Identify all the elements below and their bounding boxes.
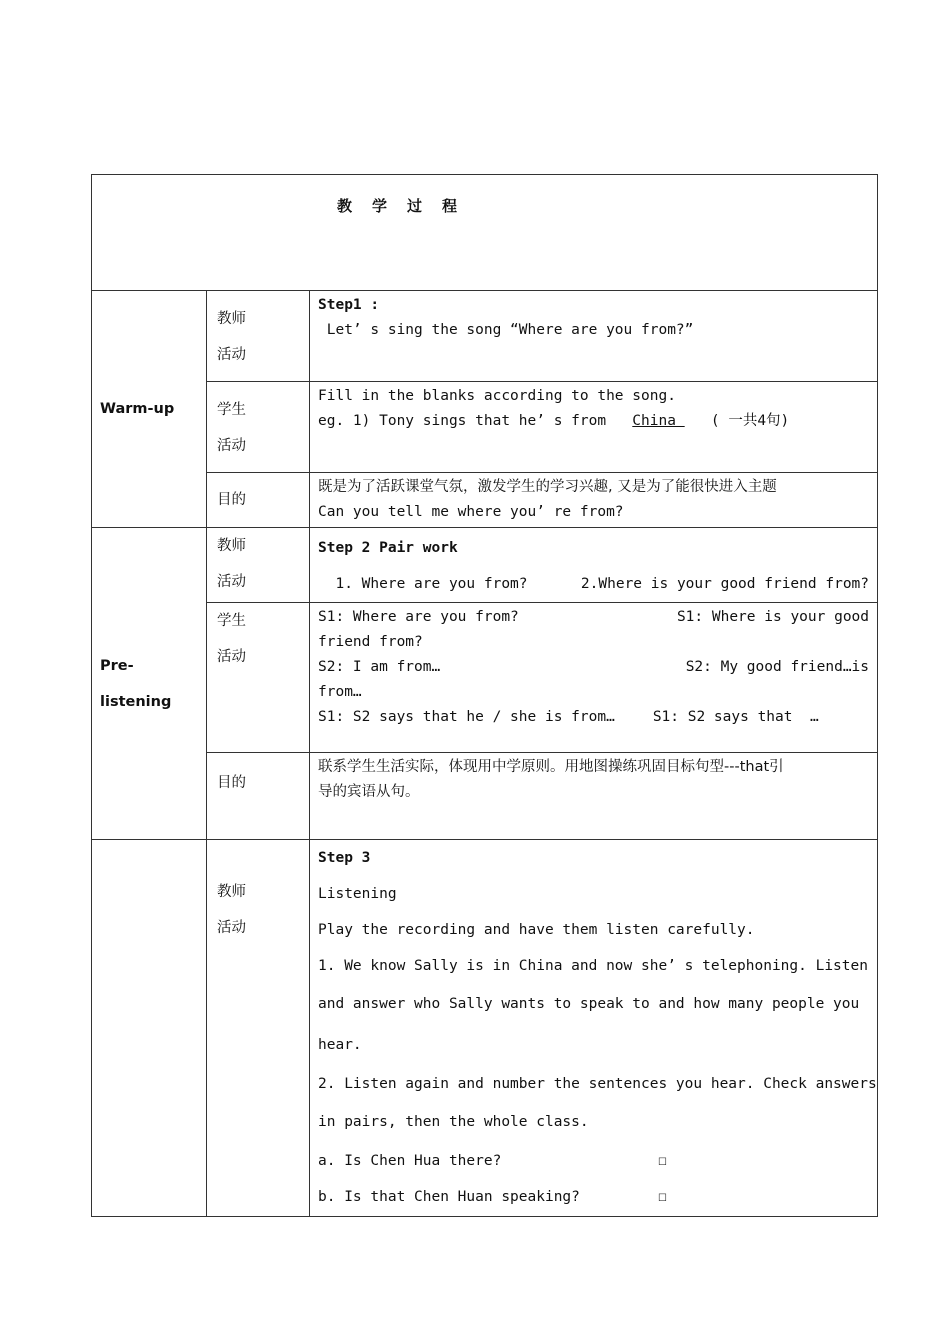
item-1 xyxy=(318,984,869,1025)
role-label: 教师 xyxy=(217,538,246,554)
dialogue-b: friend from? xyxy=(318,634,423,650)
stage-label: Pre- xyxy=(100,657,134,674)
role-label: 目的 xyxy=(217,492,246,508)
role-label: 学生 xyxy=(217,402,246,418)
sentence-prefix: eg. 1) Tony sings that he’ s from xyxy=(318,413,633,429)
option-a xyxy=(318,1143,869,1179)
step-heading: Step 2 Pair work xyxy=(318,540,458,556)
role-teacher xyxy=(207,291,310,382)
option-b xyxy=(318,1179,869,1215)
dialogue-b: S2: My good friend…is xyxy=(685,659,870,675)
title-char: 教 xyxy=(337,197,355,215)
content-text: in pairs, then the whole class. xyxy=(318,1114,589,1130)
option-text: a. Is Chen Hua there? xyxy=(318,1153,502,1169)
content-text: and answer who Sally wants to speak to and how many people you xyxy=(318,996,860,1012)
content-text: 导的宾语从句。 xyxy=(318,784,420,800)
section-heading: Listening xyxy=(318,886,397,902)
role-label: 活动 xyxy=(217,649,246,665)
listening-teacher-content xyxy=(310,840,878,1217)
prelistening-teacher-content xyxy=(310,528,878,603)
question-2: 2.Where is your good friend from? xyxy=(580,576,870,592)
title-char: 程 xyxy=(442,197,460,215)
prelistening-student-row xyxy=(92,603,878,753)
teaching-process-table xyxy=(91,174,878,1217)
step-heading: Step1 : xyxy=(318,297,380,313)
warmup-purpose-row xyxy=(92,473,878,528)
role-teacher xyxy=(207,840,310,1217)
prelistening-purpose-row xyxy=(92,753,878,840)
step-heading: Step 3 xyxy=(318,850,371,866)
dialogue-a: S1: Where are you from? xyxy=(318,609,519,625)
dialogue-b: S1: Where is your good xyxy=(676,609,870,625)
role-purpose xyxy=(207,753,310,840)
role-label: 活动 xyxy=(217,920,246,936)
warmup-purpose-content xyxy=(310,473,878,528)
prelistening-teacher-row xyxy=(92,528,878,603)
role-student xyxy=(207,382,310,473)
listening-teacher-row xyxy=(92,840,878,1217)
warmup-teacher-row xyxy=(92,291,878,382)
content-text: Fill in the blanks according to the song. xyxy=(318,388,676,404)
warmup-student-content xyxy=(310,382,878,473)
prelistening-purpose-content xyxy=(310,753,878,840)
warmup-teacher-content xyxy=(310,291,878,382)
stage-listening xyxy=(92,840,207,1217)
role-teacher xyxy=(207,528,310,603)
sentence-suffix: ( 一共4句) xyxy=(684,413,790,429)
title-char: 学 xyxy=(372,197,390,215)
role-student xyxy=(207,603,310,753)
content-text: 既是为了活跃课堂气氛，激发学生的学习兴趣, 又是为了能很快进入主题 xyxy=(318,479,777,495)
question-1: 1. Where are you from? xyxy=(318,576,528,592)
stage-prelistening xyxy=(92,528,207,840)
role-label: 教师 xyxy=(217,884,246,900)
title-cell xyxy=(92,175,878,291)
option-text: b. Is that Chen Huan speaking? xyxy=(318,1189,580,1205)
item-2 xyxy=(318,1066,877,1102)
dialogue-a: S1: S2 says that he / she is from… xyxy=(318,709,615,725)
content-text: hear. xyxy=(318,1037,362,1053)
blank-answer: China xyxy=(632,413,685,429)
role-label: 目的 xyxy=(217,775,246,791)
role-purpose xyxy=(207,473,310,528)
content-text: 联系学生生活实际，体现用中学原则。用地图操练巩固目标句型---that引 xyxy=(318,759,784,775)
prelistening-student-content xyxy=(310,603,878,753)
role-label: 活动 xyxy=(217,574,246,590)
content-text: Play the recording and have them listen carefully. xyxy=(318,922,755,938)
role-label: 活动 xyxy=(217,438,246,454)
dialogue-a: S2: I am from… xyxy=(318,659,441,675)
role-label: 学生 xyxy=(217,613,246,629)
checkbox-icon[interactable]: ☐ xyxy=(658,1153,667,1169)
title-row xyxy=(92,175,878,291)
content-text xyxy=(318,409,869,434)
table-title xyxy=(337,194,950,219)
dialogue-b: S1: S2 says that … xyxy=(652,709,819,725)
item-1 xyxy=(318,948,869,984)
stage-label: Warm-up xyxy=(100,401,175,417)
content-text: 1. We know Sally is in China and now she’ s telephoning. Listen xyxy=(318,958,868,974)
dialogue-line xyxy=(318,705,869,730)
title-char: 过 xyxy=(407,197,425,215)
content-text: Let’ s sing the song “Where are you from?” xyxy=(318,322,694,338)
warmup-student-row xyxy=(92,382,878,473)
dialogue-b: from… xyxy=(318,684,362,700)
content-text: 2. Listen again and number the sentences you hear. Check answers xyxy=(318,1076,877,1092)
role-label: 教师 xyxy=(217,311,246,327)
pair-work-questions xyxy=(318,566,869,602)
dialogue-line xyxy=(318,605,869,630)
stage-label: listening xyxy=(100,693,172,710)
dialogue-line xyxy=(318,655,869,680)
content-text: Can you tell me where you’ re from? xyxy=(318,504,624,520)
checkbox-icon[interactable]: ☐ xyxy=(658,1189,667,1205)
role-label: 活动 xyxy=(217,347,246,363)
stage-warmup xyxy=(92,291,207,528)
